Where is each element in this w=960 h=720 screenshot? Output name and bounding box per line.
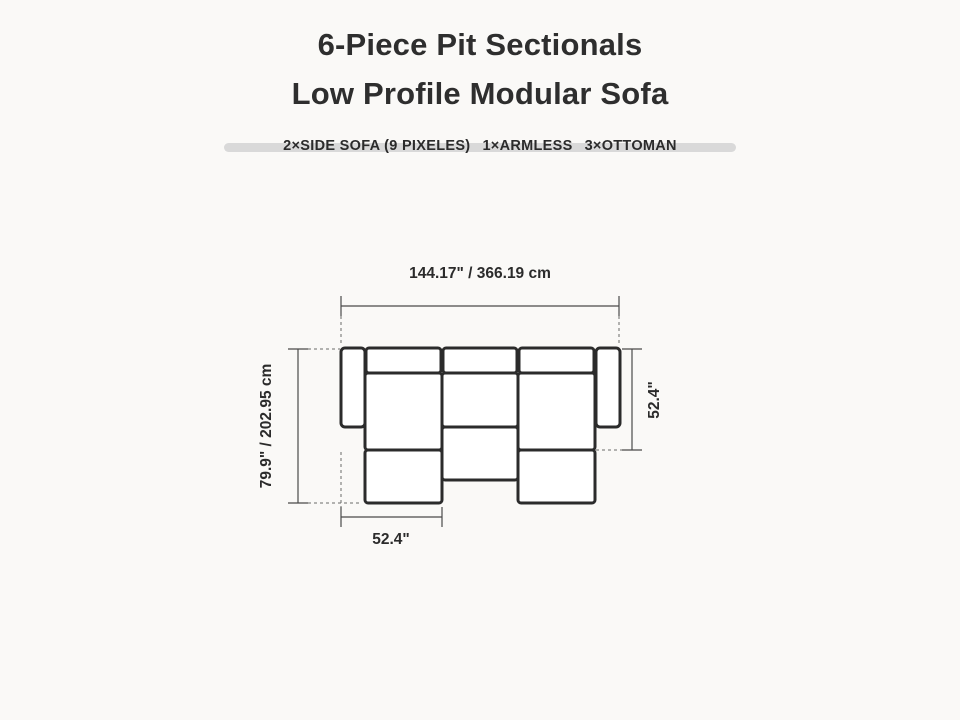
left-side-sofa-back	[366, 348, 441, 373]
right-side-sofa-seat	[518, 373, 595, 450]
ottoman-right	[518, 450, 595, 503]
armless-seat	[442, 373, 518, 427]
ottoman-middle	[442, 427, 518, 480]
piece-ottoman: 3×OTTOMAN	[584, 138, 677, 154]
right-side-sofa-back	[519, 348, 594, 373]
title-line-1: 6-Piece Pit Sectionals	[317, 27, 643, 62]
bottom-width-label: 52.4"	[372, 531, 410, 548]
sofa-pieces	[341, 348, 620, 503]
side-depth-label: 52.4"	[646, 381, 663, 419]
overall-width-label: 144.17" / 366.19 cm	[409, 265, 551, 282]
left-side-sofa-seat	[365, 373, 442, 450]
overall-depth-label: 79.9" / 202.95 cm	[258, 363, 275, 489]
ottoman-left	[365, 450, 442, 503]
overall-width-dimension	[341, 265, 619, 346]
piece-side-sofa: 2×SIDE SOFA (9 PIXELES)	[283, 138, 471, 154]
piece-armless: 1×ARMLESS	[482, 138, 573, 154]
left-armrest	[341, 348, 365, 427]
armless-back	[443, 348, 517, 373]
title-line-2: Low Profile Modular Sofa	[291, 76, 669, 111]
right-armrest	[596, 348, 620, 427]
